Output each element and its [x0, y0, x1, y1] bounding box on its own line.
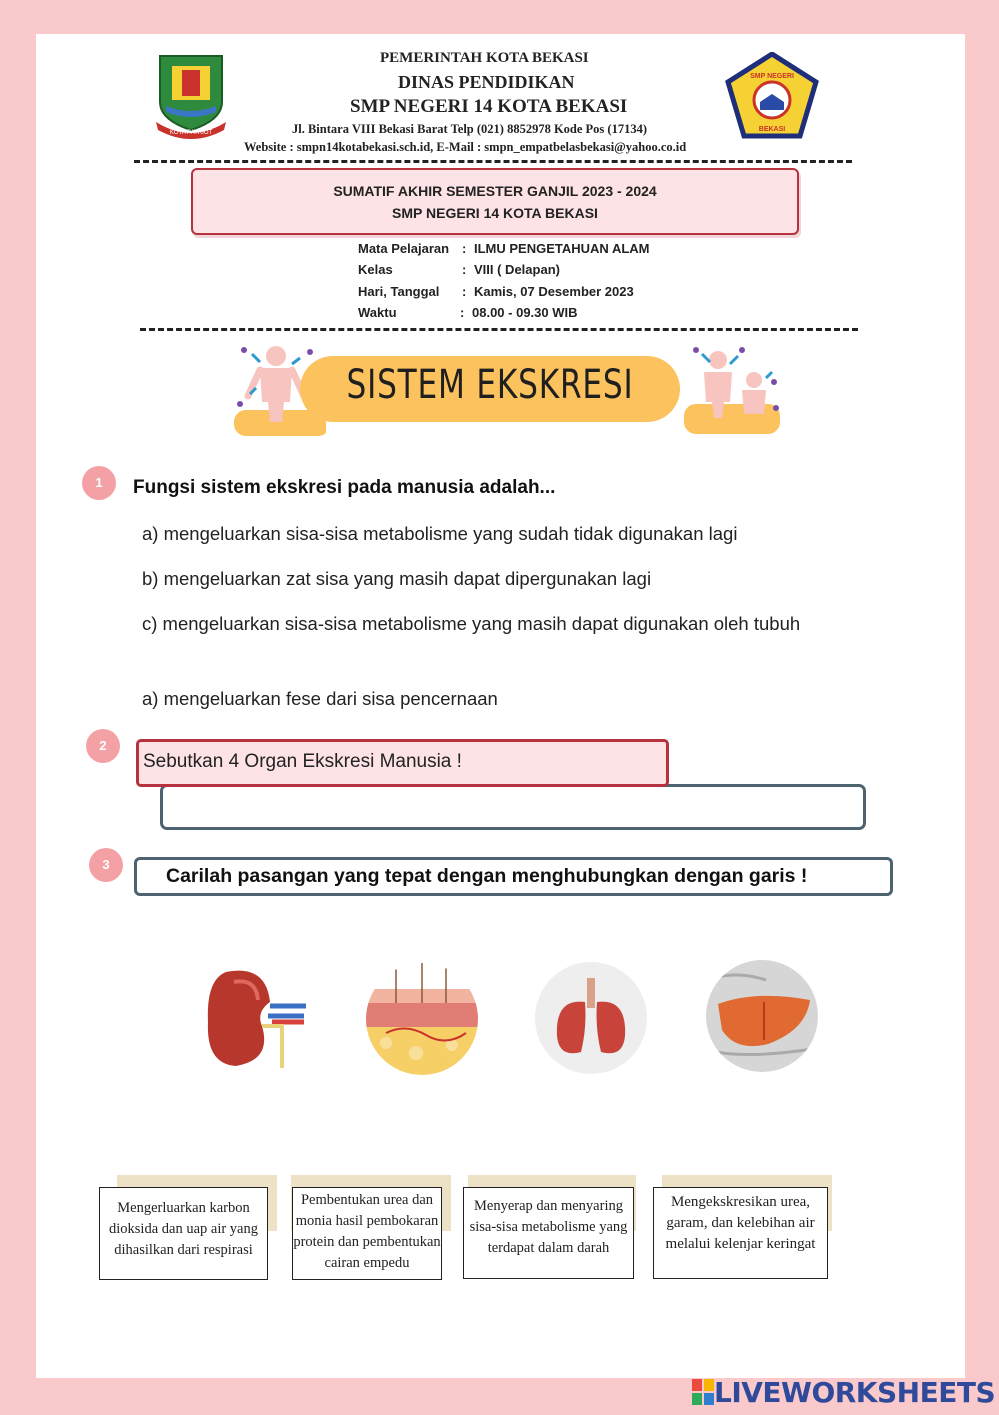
match-card-2[interactable]: Pembentukan urea dan monia hasil pembokaran protein dan pembentukan cairan empedu	[292, 1187, 442, 1280]
question-2-text: Sebutkan 4 Organ Ekskresi Manusia !	[136, 739, 669, 787]
info-colon: :	[462, 241, 467, 256]
exam-title: SUMATIF AKHIR SEMESTER GANJIL 2023 - 2024	[333, 182, 657, 199]
question-1-option-a[interactable]: a) mengeluarkan sisa-sisa metabolisme yang sudah tidak digunakan lagi	[142, 523, 738, 544]
info-label-date: Hari, Tanggal	[358, 284, 440, 299]
question-number-2: 2	[86, 729, 120, 763]
left-logo-caption: KOTA PATRIOT	[169, 130, 213, 136]
question-2-answer-field[interactable]	[160, 784, 866, 830]
banner-title: SISTEM EKSKRESI	[346, 362, 634, 408]
government-name: PEMERINTAH KOTA BEKASI	[380, 50, 589, 66]
info-value-subject: ILMU PENGETAHUAN ALAM	[474, 241, 650, 256]
person-illustration-right	[684, 342, 784, 438]
header-divider	[134, 160, 852, 163]
right-logo-bottom: BEKASI	[758, 126, 786, 133]
info-value-date: Kamis, 07 Desember 2023	[474, 284, 634, 299]
kota-bekasi-logo	[152, 52, 230, 140]
info-colon: :	[462, 284, 467, 299]
right-logo-top: SMP NEGERI	[750, 73, 794, 80]
liveworksheets-mark-icon	[692, 1379, 714, 1405]
question-1-text: Fungsi sistem ekskresi pada manusia adalah...	[133, 477, 556, 498]
match-card-4[interactable]: Mengekskresikan urea, garam, dan kelebihan air melalui kelenjar keringat	[653, 1187, 828, 1279]
match-card-3[interactable]: Menyerap dan menyaring sisa-sisa metabolisme yang terdapat dalam darah	[463, 1187, 634, 1279]
info-label-class: Kelas	[358, 262, 393, 277]
question-1-option-d[interactable]: a) mengeluarkan fese dari sisa pencernaan	[142, 688, 498, 709]
info-colon: :	[460, 305, 465, 320]
kidney-image[interactable]	[196, 960, 308, 1072]
question-number-1: 1	[82, 466, 116, 500]
question-1-option-b[interactable]: b) mengeluarkan zat sisa yang masih dapat dipergunakan lagi	[142, 568, 652, 589]
skin-image[interactable]	[366, 963, 478, 1075]
question-1-option-c[interactable]: c) mengeluarkan sisa-sisa metabolisme yang masih dapat digunakan oleh tubuh	[142, 613, 801, 634]
department-name: DINAS PENDIDIKAN	[398, 72, 575, 92]
exam-title-box	[191, 168, 799, 235]
liveworksheets-brand: LIVEWORKSHEETS	[714, 1375, 996, 1409]
info-label-subject: Mata Pelajaran	[358, 241, 450, 256]
liver-image[interactable]	[706, 960, 818, 1072]
info-colon: :	[462, 262, 467, 277]
info-label-time: Waktu	[358, 305, 397, 320]
school-name: SMP NEGERI 14 KOTA BEKASI	[350, 96, 628, 117]
info-divider	[140, 328, 858, 331]
info-value-time: 08.00 - 09.30 WIB	[472, 305, 578, 320]
lungs-image[interactable]	[535, 962, 647, 1074]
smp-negeri-logo	[724, 52, 820, 140]
school-address: Jl. Bintara VIII Bekasi Barat Telp (021) 8852978 Kode Pos (17134)	[292, 122, 647, 136]
school-website: Website : smpn14kotabekasi.sch.id, E-Mail : smpn_empatbelasbekasi@yahoo.co.id	[244, 140, 687, 154]
info-value-class: VIII ( Delapan)	[474, 262, 560, 277]
question-number-3: 3	[89, 848, 123, 882]
exam-school: SMP NEGERI 14 KOTA BEKASI	[392, 204, 598, 221]
liveworksheets-logo	[692, 1376, 995, 1408]
match-card-1[interactable]: Mengerluarkan karbon dioksida dan uap air yang dihasilkan dari respirasi	[99, 1187, 268, 1280]
question-3-text: Carilah pasangan yang tepat dengan menghubungkan dengan garis !	[134, 857, 893, 896]
